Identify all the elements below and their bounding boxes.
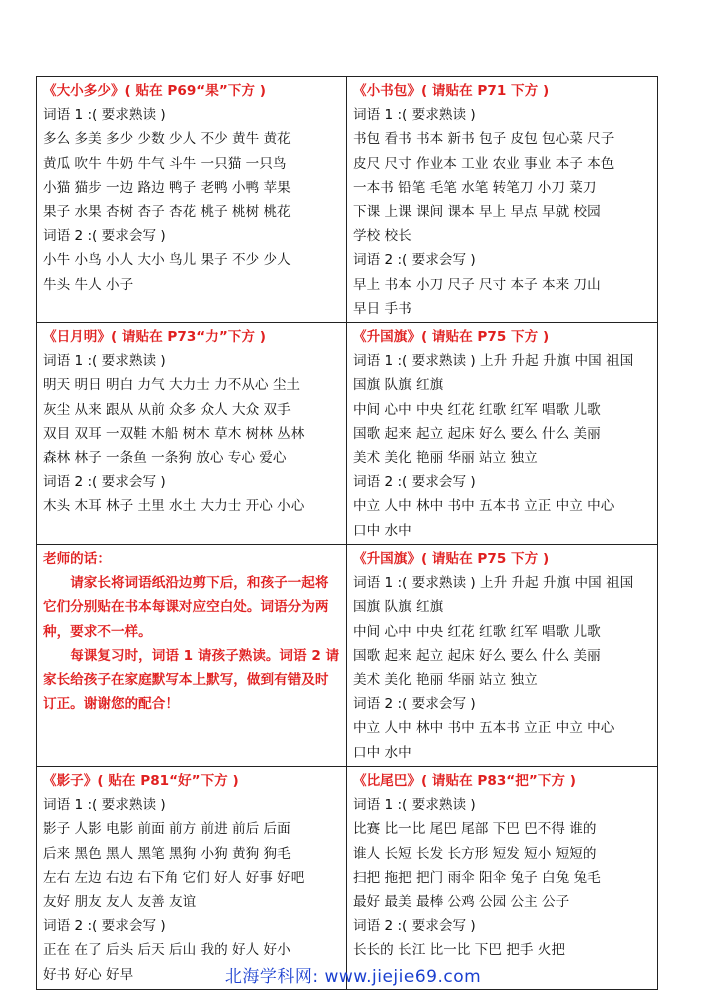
section-line: 词语 2 :( 要求会写 ) [353,252,476,269]
teacher-note [37,545,347,766]
section-line: 中立 人中 林中 书中 五本书 立正 中立 中心 [353,498,615,515]
footer-watermark: 北海学科网: www.jiejie69.com [224,967,482,987]
section-title: 《大小多少》( 贴在 P69“果”下方 ) [43,83,266,99]
section-xiao-shu-bao [347,77,657,322]
section-line: 木头 木耳 林子 土里 水土 大力士 开心 小心 [43,498,305,515]
section-line: 早日 手书 [353,300,412,317]
section-line: 谁人 长短 长发 长方形 短发 短小 短短的 [353,845,597,862]
section-line: 口中 水中 [353,522,412,539]
section-line: 好书 好心 好早 [43,966,134,983]
section-line: 多么 多美 多少 少数 少人 不少 黄牛 黄花 [43,131,291,148]
section-line: 中间 心中 中央 红花 红歌 红军 唱歌 儿歌 [353,401,601,418]
section-line: 皮尺 尺寸 作业本 工业 农业 事业 本子 本色 [353,155,615,172]
section-line: 美术 美化 艳丽 华丽 站立 独立 [353,672,538,689]
section-line: 双目 双耳 一双鞋 木船 树木 草木 树林 丛林 [43,425,305,442]
row-2 [37,323,657,545]
section-line: 词语 2 :( 要求会写 ) [353,696,476,713]
section-line: 词语 1 :( 要求熟读 ) [43,107,166,124]
section-line: 学校 校长 [353,228,412,245]
section-line: 一本书 铅笔 毛笔 水笔 转笔刀 小刀 菜刀 [353,179,597,196]
section-da-xiao-duo-shao [37,77,347,322]
section-line: 词语 1 :( 要求熟读 ) 上升 升起 升旗 中国 祖国 [353,353,634,370]
section-line: 词语 2 :( 要求会写 ) [353,474,476,491]
row-1 [37,77,657,323]
note-paragraph: 请家长将词语纸沿边剪下后，和孩子一起将它们分别贴在书本每课对应空白处。词语分为两种，要求不一样。 [43,575,329,640]
section-line: 词语 2 :( 要求会写 ) [43,474,166,491]
section-line: 最好 最美 最棒 公鸡 公园 公主 公子 [353,894,570,911]
section-line: 牛头 牛人 小子 [43,276,134,293]
section-line: 早上 书本 小刀 尺子 尺寸 本子 本来 刀山 [353,276,601,293]
section-title: 《比尾巴》( 请贴在 P83“把”下方 ) [353,773,576,789]
section-line: 书包 看书 书本 新书 包子 皮包 包心菜 尺子 [353,131,615,148]
note-title: 老师的话： [43,551,111,567]
section-title: 《升国旗》( 请贴在 P75 下方 ) [353,329,550,345]
section-sheng-guo-qi [347,323,657,544]
vocabulary-sheet [36,76,658,990]
section-line: 正在 在了 后头 后天 后山 我的 好人 好小 [43,942,291,959]
section-title: 《影子》( 贴在 P81“好”下方 ) [43,773,239,789]
row-3 [37,545,657,767]
section-line: 森林 林子 一条鱼 一条狗 放心 专心 爱心 [43,450,287,467]
section-bi-wei-ba [347,767,657,989]
section-line: 灰尘 从来 跟从 从前 众多 众人 大众 双手 [43,401,291,418]
section-line: 小牛 小鸟 小人 大小 鸟儿 果子 不少 少人 [43,252,291,269]
section-line: 后来 黑色 黑人 黑笔 黑狗 小狗 黄狗 狗毛 [43,845,291,862]
note-paragraph: 每课复习时，词语 1 请孩子熟读。词语 2 请家长给孩子在家庭默写本上默写，做到有错及时订正。谢谢您的配合！ [43,647,340,713]
section-line: 比赛 比一比 尾巴 尾部 下巴 巴不得 谁的 [353,821,597,838]
section-line: 词语 1 :( 要求熟读 ) [43,353,166,370]
section-line: 国旗 队旗 红旗 [353,599,444,616]
section-title: 《升国旗》( 请贴在 P75 下方 ) [353,551,550,567]
section-line: 果子 水果 杏树 杏子 杏花 桃子 桃树 桃花 [43,204,291,221]
section-ri-yue-ming [37,323,347,544]
section-line: 词语 2 :( 要求会写 ) [353,918,476,935]
section-line: 影子 人影 电影 前面 前方 前进 前后 后面 [43,821,291,838]
section-title: 《日月明》( 请贴在 P73“力”下方 ) [43,329,266,345]
section-line: 中立 人中 林中 书中 五本书 立正 中立 中心 [353,720,615,737]
section-line: 词语 1 :( 要求熟读 ) 上升 升起 升旗 中国 祖国 [353,575,634,592]
section-line: 国歌 起来 起立 起床 好么 要么 什么 美丽 [353,425,601,442]
section-line: 美术 美化 艳丽 华丽 站立 独立 [353,450,538,467]
section-title: 《小书包》( 请贴在 P71 下方 ) [353,83,550,99]
section-line: 口中 水中 [353,744,412,761]
section-line: 下课 上课 课间 课本 早上 早点 早就 校园 [353,204,601,221]
section-line: 长长的 长江 比一比 下巴 把手 火把 [353,942,565,959]
section-line: 扫把 拖把 把门 雨伞 阳伞 兔子 白兔 兔毛 [353,869,601,886]
section-sheng-guo-qi-copy [347,545,657,766]
section-line: 国歌 起来 起立 起床 好么 要么 什么 美丽 [353,647,601,664]
section-line: 明天 明日 明白 力气 大力士 力不从心 尘土 [43,377,301,394]
row-4 [37,767,657,989]
section-line: 词语 1 :( 要求熟读 ) [353,107,476,124]
section-line: 国旗 队旗 红旗 [353,377,444,394]
section-line: 友好 朋友 友人 友善 友谊 [43,894,197,911]
section-line: 词语 1 :( 要求熟读 ) [43,797,166,814]
section-line: 黄瓜 吹牛 牛奶 牛气 斗牛 一只猫 一只鸟 [43,155,287,172]
section-line: 词语 2 :( 要求会写 ) [43,228,166,245]
section-line: 左右 左边 右边 右下角 它们 好人 好事 好吧 [43,869,305,886]
section-line: 小猫 猫步 一边 路边 鸭子 老鸭 小鸭 苹果 [43,179,291,196]
section-line: 词语 2 :( 要求会写 ) [43,918,166,935]
section-line: 中间 心中 中央 红花 红歌 红军 唱歌 儿歌 [353,623,601,640]
section-line: 词语 1 :( 要求熟读 ) [353,797,476,814]
section-ying-zi [37,767,347,989]
